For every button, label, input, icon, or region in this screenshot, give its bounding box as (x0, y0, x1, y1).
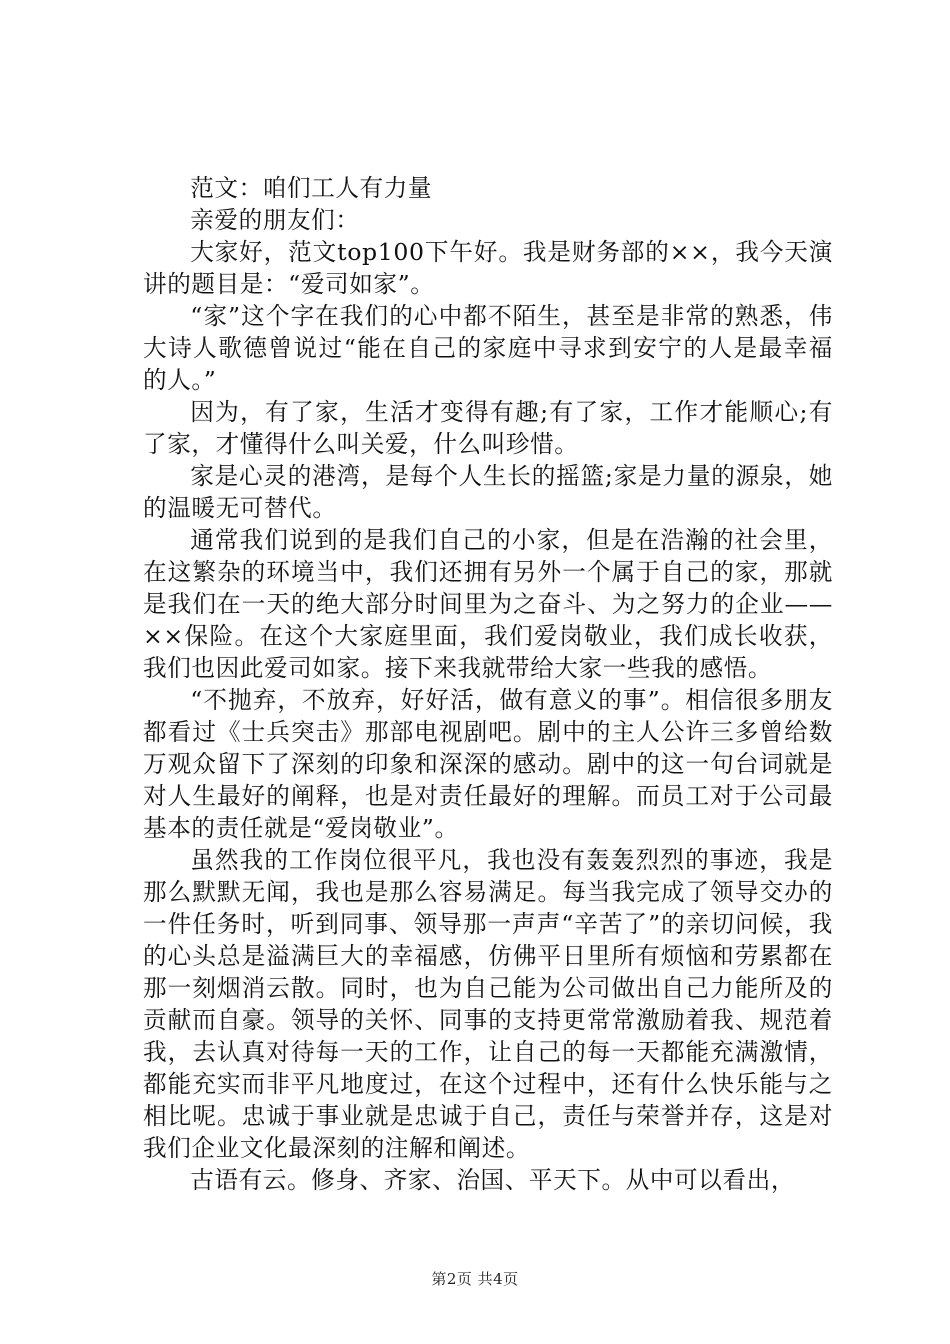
essay-title-line: 范文：咱们工人有力量 (190, 174, 433, 202)
paragraph-because-home: 因为，有了家，生活才变得有趣;有了家，工作才能顺心;有了家，才懂得什么叫关爱，什么叫珍惜。 (143, 398, 833, 458)
paragraph-company-home: 通常我们说到的是我们自己的小家，但是在浩瀚的社会里，在这繁杂的环境当中，我们还拥有另外一个属于自己的家，那就是我们在一天的绝大部分时间里为之奋斗、为之努力的企业——××保险。在这个大家庭里面，我们爱岗敬业，我们成长收获，我们也因此爱司如家。接下来我就带给大家一些我的感悟。 (143, 526, 833, 682)
paragraph-greeting: 大家好，范文top100下午好。我是财务部的××，我今天演讲的题目是：“爱司如家”。 (143, 238, 833, 298)
document-body (143, 172, 833, 1196)
paragraph-ancient-saying: 古语有云。修身、齐家、治国、平天下。从中可以看出， (190, 1166, 796, 1194)
salutation: 亲爱的朋友们： (190, 206, 360, 234)
page-number-footer: 第2页 共4页 (431, 1270, 519, 1288)
paragraph-home-meaning: “家”这个字在我们的心中都不陌生，甚至是非常的熟悉，伟大诗人歌德曾说过“能在自己的家庭中寻求到安宁的人是最幸福的人。” (143, 302, 833, 394)
paragraph-harbor: 家是心灵的港湾，是每个人生长的摇篮;家是力量的源泉，她的温暖无可替代。 (143, 462, 833, 522)
paragraph-never-give-up: “不抛弃，不放弃，好好活，做有意义的事”。相信很多朋友都看过《士兵突击》那部电视剧吧。剧中的主人公许三多曾给数万观众留下了深刻的印象和深深的感动。剧中的这一句台词就是对人生最好的阐释，也是对责任最好的理解。而员工对于公司最基本的责任就是“爱岗敬业”。 (143, 686, 833, 842)
paragraph-ordinary-job: 虽然我的工作岗位很平凡，我也没有轰轰烈烈的事迹，我是那么默默无闻，我也是那么容易满足。每当我完成了领导交办的一件任务时，听到同事、领导那一声声“辛苦了”的亲切问候，我的心头总是溢满巨大的幸福感，仿佛平日里所有烦恼和劳累都在那一刻烟消云散。同时，也为自己能为公司做出自己力能所及的贡献而自豪。领导的关怀、同事的支持更常常激励着我、规范着我，去认真对待每一天的工作，让自己的每一天都能充满激情，都能充实而非平凡地度过，在这个过程中，还有什么快乐能与之相比呢。忠诚于事业就是忠诚于自己，责任与荣誉并存，这是对我们企业文化最深刻的注解和阐述。 (143, 846, 833, 1162)
